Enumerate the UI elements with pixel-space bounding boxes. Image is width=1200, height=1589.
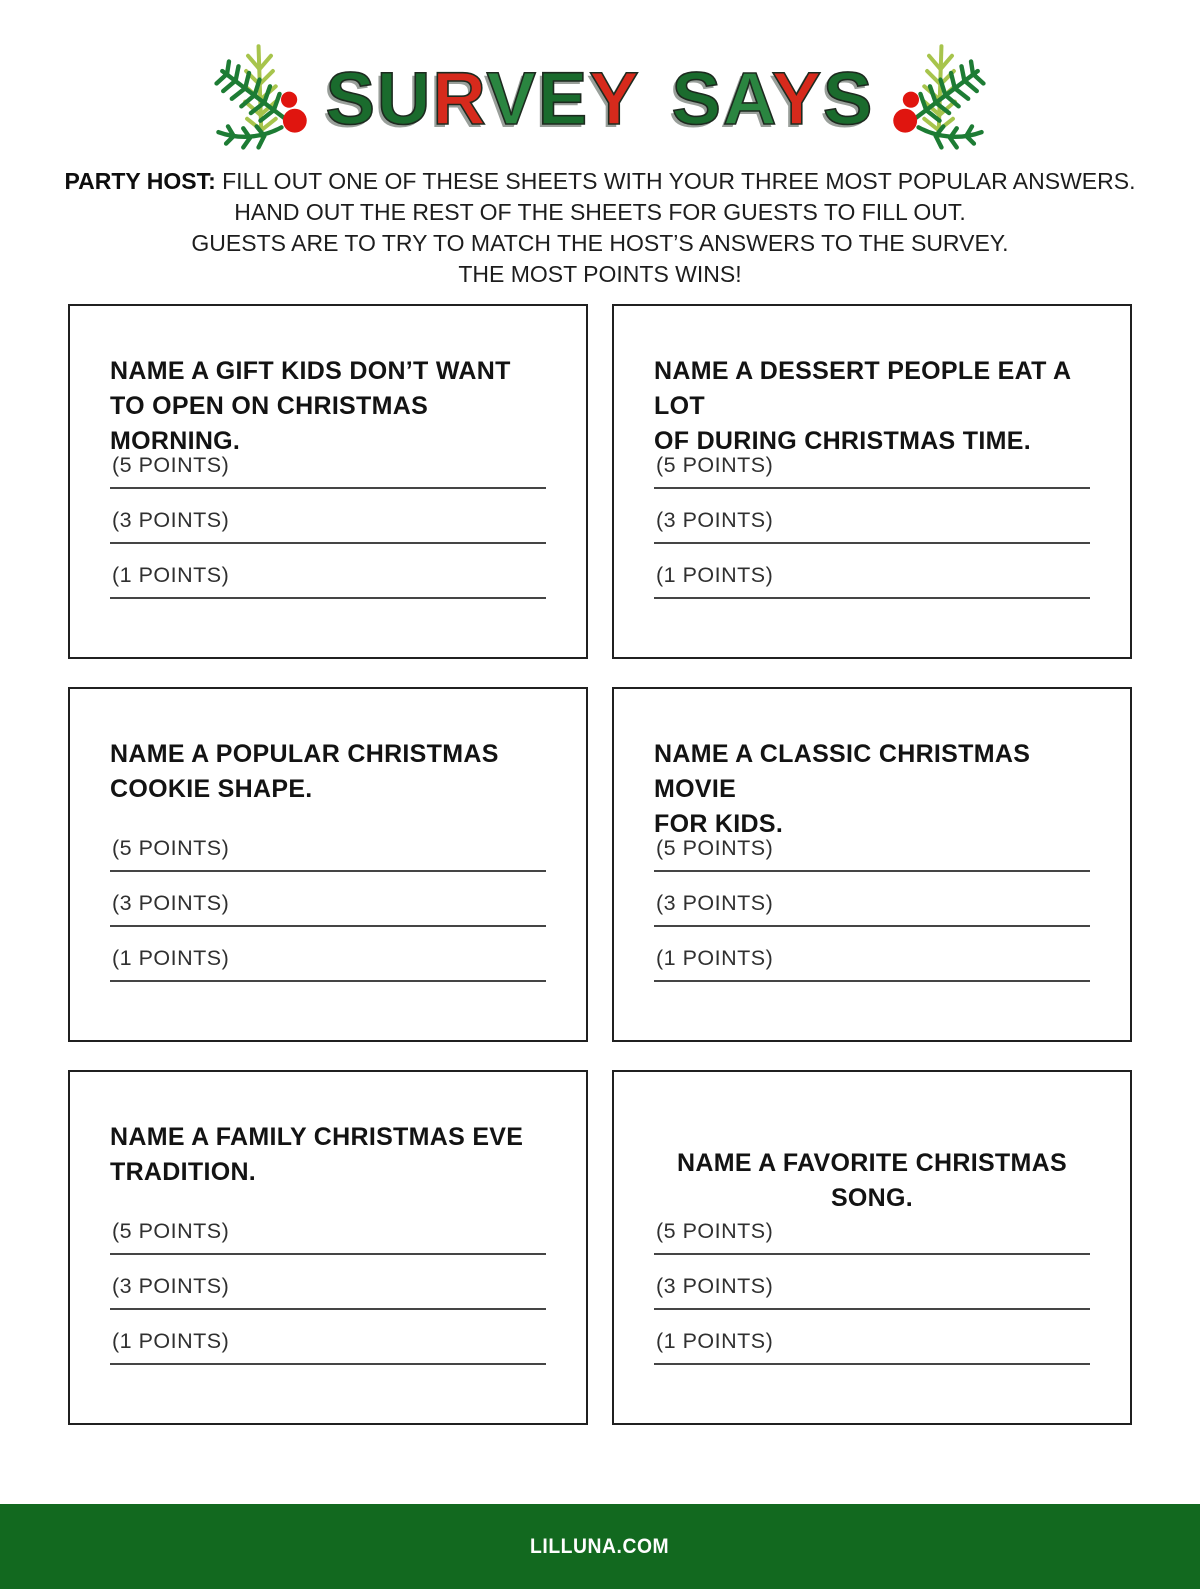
points-label: (3 POINTS) [112, 891, 230, 915]
question-card-4 [612, 687, 1132, 1042]
points-label: (5 POINTS) [112, 453, 230, 477]
points-label: (5 POINTS) [112, 836, 230, 860]
question-line: NAME A FAMILY CHRISTMAS EVE [110, 1123, 524, 1151]
instruction-line-1 [0, 166, 1200, 197]
question-line: NAME A POPULAR CHRISTMAS [110, 740, 499, 768]
answer-lines [654, 1219, 1090, 1365]
footer-bar [0, 1504, 1200, 1589]
answer-line-3pts [654, 508, 1090, 544]
answer-line-5pts [654, 453, 1090, 489]
question-card-2 [612, 304, 1132, 659]
header [0, 36, 1200, 154]
points-label: (5 POINTS) [656, 836, 774, 860]
answer-lines [654, 836, 1090, 982]
answer-line-1pts [110, 1329, 546, 1365]
page-title: SURVEY SAYS [325, 57, 875, 140]
answer-line-3pts [110, 891, 546, 927]
question-text [110, 737, 546, 807]
points-label: (3 POINTS) [656, 891, 774, 915]
answer-line-5pts [110, 1219, 546, 1255]
question-line: NAME A FAVORITE CHRISTMAS SONG. [677, 1149, 1067, 1212]
question-text [654, 737, 1090, 842]
points-label: (3 POINTS) [656, 1274, 774, 1298]
question-line: NAME A CLASSIC CHRISTMAS MOVIE [654, 740, 1031, 803]
answer-line-1pts [654, 563, 1090, 599]
question-card-5 [68, 1070, 588, 1425]
answer-lines [110, 836, 546, 982]
points-label: (1 POINTS) [656, 563, 774, 587]
question-line: COOKIE SHAPE. [110, 775, 313, 803]
answer-line-3pts [110, 1274, 546, 1310]
question-text [654, 354, 1090, 459]
answer-lines [110, 1219, 546, 1365]
instruction-line-4: THE MOST POINTS WINS! [458, 261, 742, 287]
answer-lines [654, 453, 1090, 599]
answer-line-1pts [654, 1329, 1090, 1365]
holly-sprig-right-icon [888, 36, 993, 150]
answer-line-3pts [110, 508, 546, 544]
answer-line-5pts [110, 453, 546, 489]
points-label: (3 POINTS) [656, 508, 774, 532]
holly-sprig-left-icon [207, 36, 312, 150]
answer-line-5pts [110, 836, 546, 872]
points-label: (1 POINTS) [656, 946, 774, 970]
points-label: (3 POINTS) [112, 1274, 230, 1298]
points-label: (1 POINTS) [112, 1329, 230, 1353]
question-line: TRADITION. [110, 1158, 257, 1186]
points-label: (1 POINTS) [112, 946, 230, 970]
question-line: NAME A GIFT KIDS DON’T WANT [110, 357, 511, 385]
question-line: FOR KIDS. [654, 810, 784, 838]
points-label: (1 POINTS) [112, 563, 230, 587]
instruction-line-3: GUESTS ARE TO TRY TO MATCH THE HOST’S ANSWERS TO THE SURVEY. [191, 230, 1009, 256]
question-text [654, 1146, 1090, 1216]
party-host-label: PARTY HOST: [64, 168, 216, 194]
answer-line-5pts [654, 836, 1090, 872]
question-line: NAME A DESSERT PEOPLE EAT A LOT [654, 357, 1071, 420]
points-label: (5 POINTS) [112, 1219, 230, 1243]
points-label: (3 POINTS) [112, 508, 230, 532]
answer-lines [110, 453, 546, 599]
question-card-1 [68, 304, 588, 659]
answer-line-3pts [654, 891, 1090, 927]
answer-line-5pts [654, 1219, 1090, 1255]
site-credit: LILLUNA.COM [530, 1534, 670, 1558]
question-card-6 [612, 1070, 1132, 1425]
instruction-line-2: HAND OUT THE REST OF THE SHEETS FOR GUESTS TO FILL OUT. [234, 199, 966, 225]
points-label: (5 POINTS) [656, 453, 774, 477]
question-text [110, 1120, 546, 1190]
question-line: TO OPEN ON CHRISTMAS MORNING. [110, 392, 429, 455]
answer-line-3pts [654, 1274, 1090, 1310]
question-card-3 [68, 687, 588, 1042]
answer-line-1pts [654, 946, 1090, 982]
points-label: (1 POINTS) [656, 1329, 774, 1353]
points-label: (5 POINTS) [656, 1219, 774, 1243]
answer-line-1pts [110, 946, 546, 982]
instruction-line-1-text: FILL OUT ONE OF THESE SHEETS WITH YOUR THREE MOST POPULAR ANSWERS. [222, 168, 1136, 194]
instructions [0, 166, 1200, 290]
answer-line-1pts [110, 563, 546, 599]
question-line: OF DURING CHRISTMAS TIME. [654, 427, 1031, 455]
worksheet-page [0, 36, 1200, 1558]
question-grid [68, 304, 1132, 1425]
question-text [110, 354, 546, 459]
